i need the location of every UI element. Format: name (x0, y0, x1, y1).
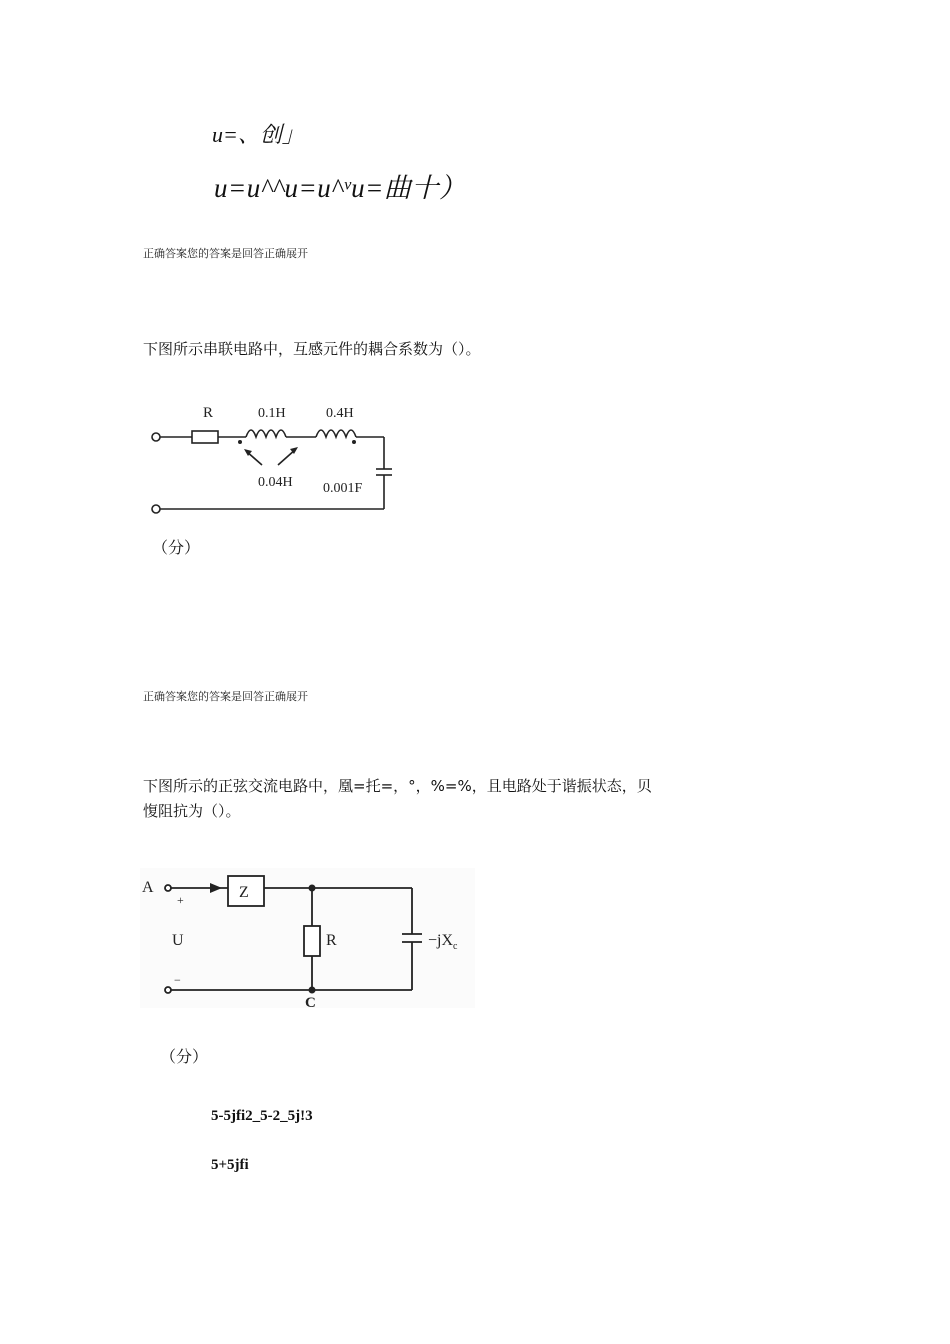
node-a-label: A (142, 879, 154, 896)
question-text-line-2: 愎阻抗为（）。 (143, 802, 241, 820)
series-circuit-diagram (140, 395, 400, 520)
formula-line-2: u=u^^u=u^ᵛu=曲十） (214, 173, 467, 203)
impedance-label: Z (239, 884, 249, 901)
capacitor-reactance-main: −jX (428, 932, 454, 949)
mutual-inductance-label: 0.04H (258, 475, 293, 490)
formula-line-1: u=、创」 (212, 122, 304, 147)
question-text: 下图所示串联电路中，互感元件的耦合系数为（）。 (143, 340, 481, 358)
answer-note[interactable]: 正确答案您的答案是回答正确展开 (143, 690, 308, 703)
score-label: （分） (160, 1047, 209, 1066)
capacitor-reactance-subscript: c (453, 941, 458, 952)
score-label: （分） (152, 538, 201, 557)
capacitor-label: 0.001F (323, 481, 363, 496)
resistor-label: R (326, 932, 337, 949)
answer-option[interactable]: 5-5jfi2_5-2_5j!3 (211, 1108, 313, 1124)
resonance-circuit-diagram (140, 868, 475, 1008)
question-text-line-1: 下图所示的正弦交流电路中，凰=托=，°，%=%，且电路处于谐振状态，贝 (143, 777, 652, 795)
answer-option[interactable]: 5+5jfi (211, 1157, 249, 1173)
answer-note[interactable]: 正确答案您的答案是回答正确展开 (143, 247, 308, 260)
voltage-label: U (172, 932, 184, 949)
plus-sign: + (177, 893, 184, 907)
inductor1-label: 0.1H (258, 406, 286, 421)
node-c-label: C (305, 995, 316, 1008)
resistor-label: R (203, 405, 214, 421)
inductor2-label: 0.4H (326, 406, 354, 421)
minus-sign: − (174, 973, 181, 987)
